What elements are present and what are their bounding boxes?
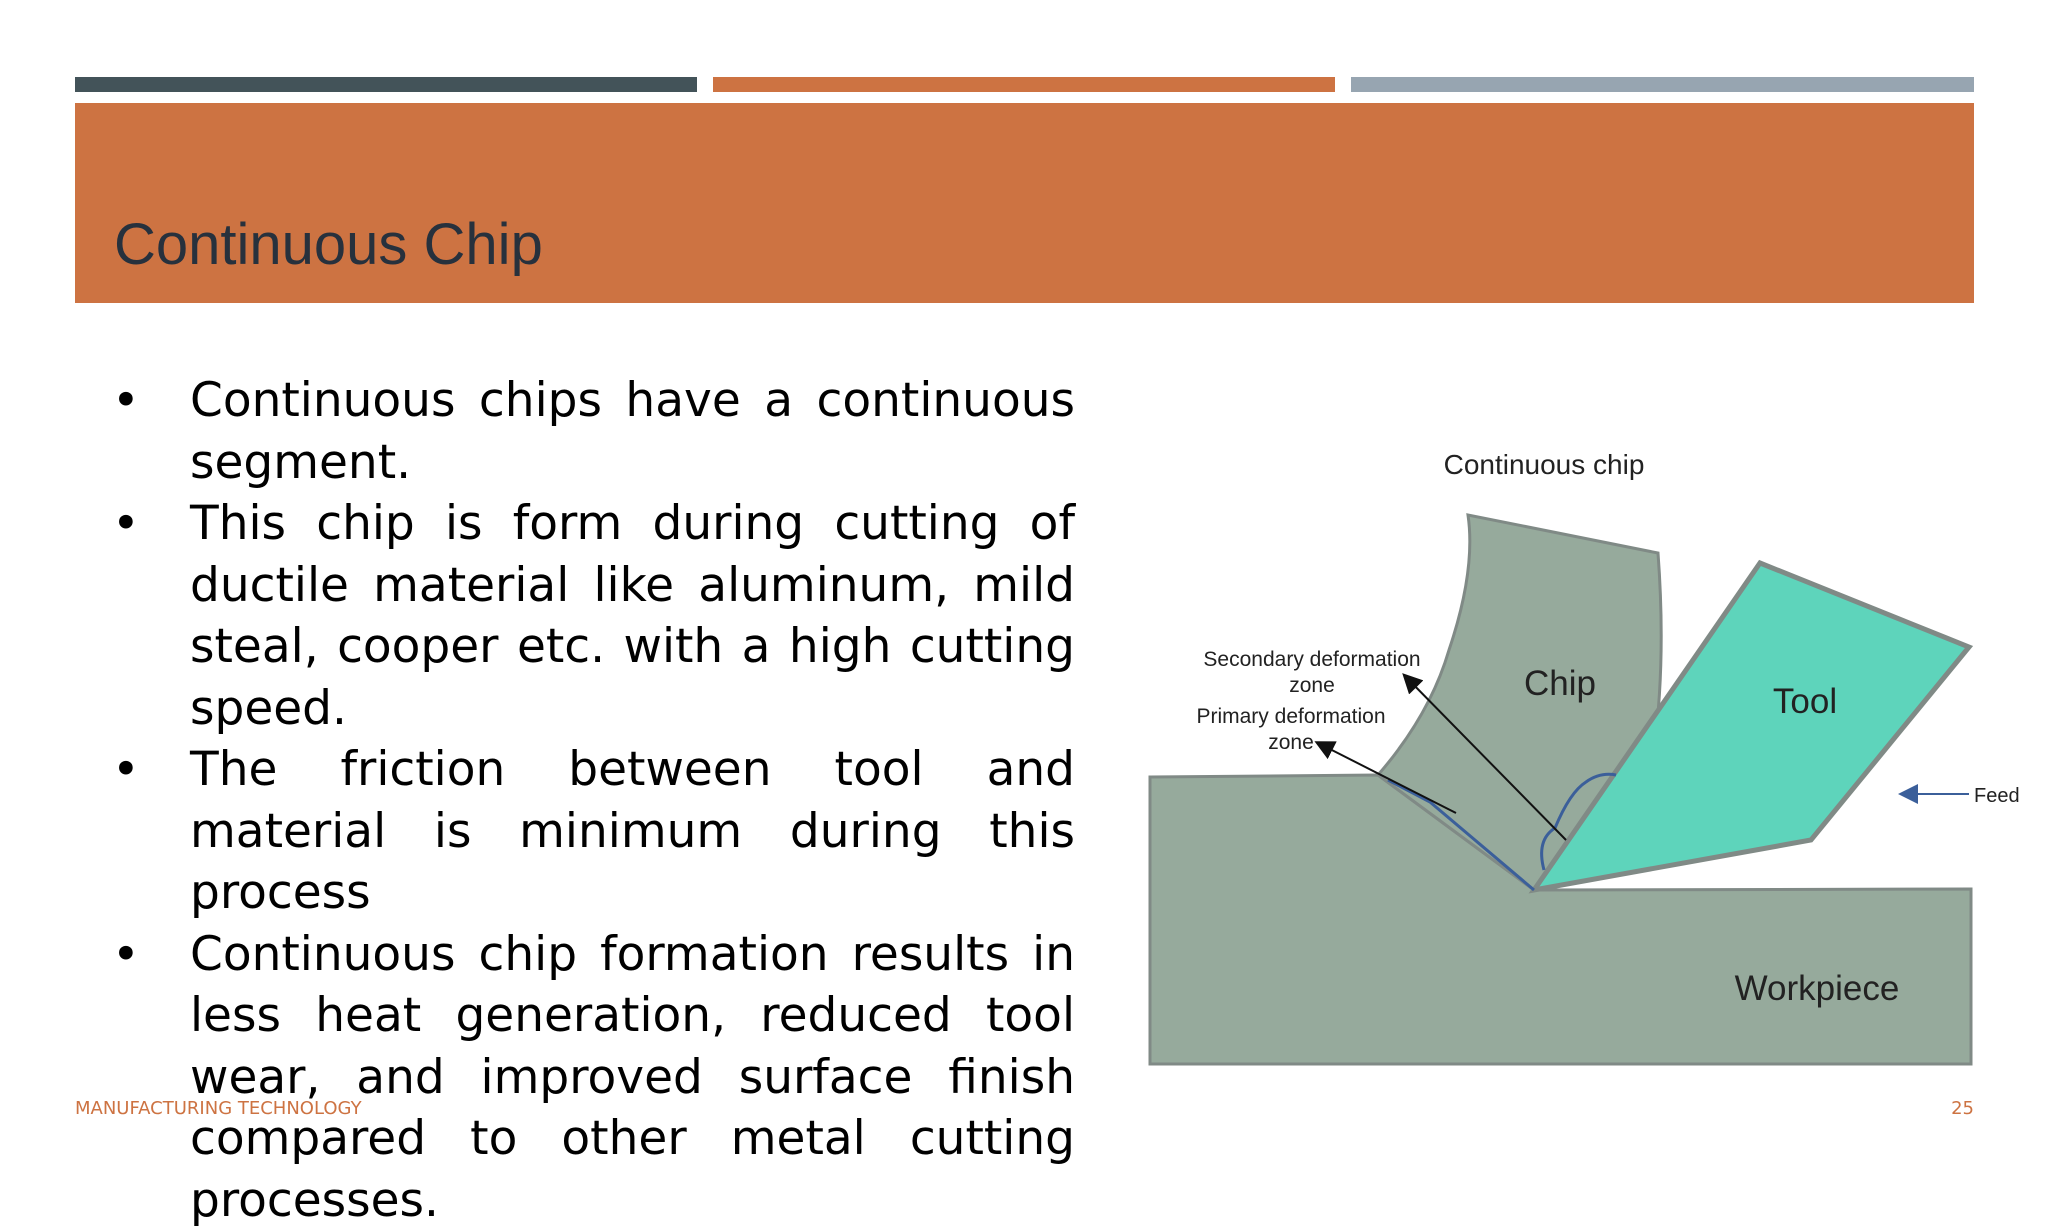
footer-course-name: MANUFACTURING TECHNOLOGY: [75, 1098, 362, 1119]
accent-bar-orange: [713, 77, 1335, 92]
bullet-item: • This chip is form during cutting of ductile material like aluminum, mild steal, cooper etc. with a high cutting speed.: [100, 493, 1075, 739]
slide-title: Continuous Chip: [114, 210, 543, 280]
workpiece-label: Workpiece: [1735, 969, 1900, 1008]
chip-label: Chip: [1524, 664, 1596, 703]
tool-label: Tool: [1773, 682, 1837, 721]
bullet-item: • The friction between tool and material is minimum during this process: [100, 739, 1075, 924]
diagram-title: Continuous chip: [1444, 449, 1645, 480]
primary-zone-label-line1: Primary deformation: [1196, 705, 1385, 728]
bullet-item: • Continuous chip formation results in less heat generation, reduced tool wear, and improved surface finish compared to other metal cutting processes.: [100, 924, 1075, 1231]
page-number: 25: [1951, 1098, 1974, 1119]
continuous-chip-diagram: [1140, 430, 2020, 1090]
accent-bar-grey: [1351, 77, 1974, 92]
accent-bar-dark: [75, 77, 697, 92]
secondary-zone-label-line1: Secondary deformation: [1203, 648, 1420, 671]
feed-label: Feed: [1974, 785, 2020, 807]
bullet-item: • Continuous chips have a continuous segment.: [100, 370, 1075, 493]
primary-zone-label-line2: zone: [1268, 731, 1314, 754]
secondary-zone-label-line2: zone: [1289, 674, 1335, 697]
